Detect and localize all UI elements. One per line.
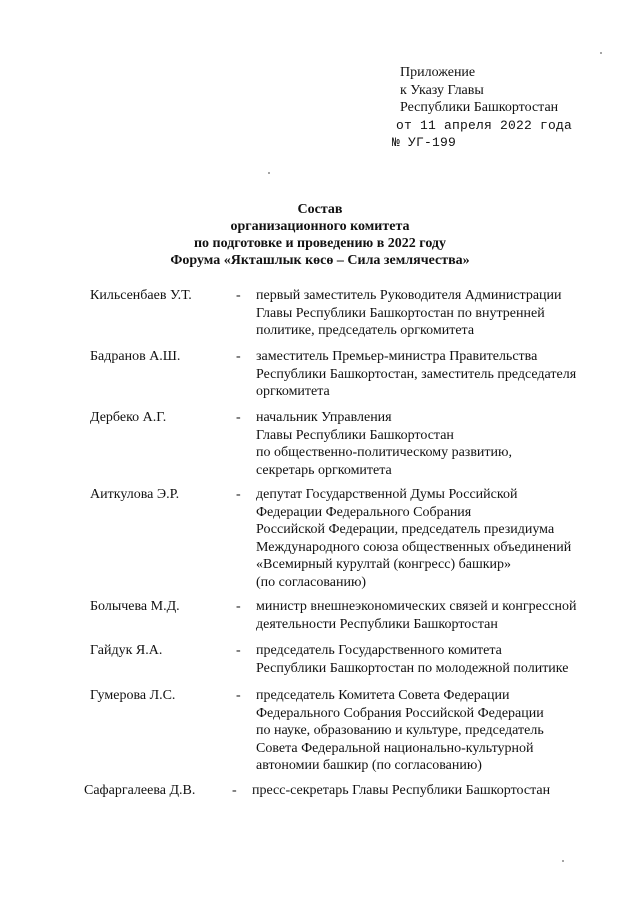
appendix-number: № УГ-199 bbox=[392, 135, 457, 150]
role-line: председатель Государственного комитета bbox=[256, 643, 502, 658]
member-role bbox=[256, 348, 576, 401]
member-role bbox=[256, 287, 562, 340]
member-name: Дербеко А.Г. bbox=[90, 410, 167, 425]
member-role bbox=[256, 486, 571, 591]
member-dash: - bbox=[236, 349, 241, 364]
member-dash: - bbox=[236, 643, 241, 658]
role-line: Республики Башкортостан, заместитель председателя bbox=[256, 366, 577, 382]
appendix-line: к Указу Главы bbox=[400, 82, 484, 98]
appendix-block bbox=[392, 64, 573, 152]
role-line: Главы Республики Башкортостан по внутренней bbox=[256, 305, 545, 321]
role-line: начальник Управления bbox=[256, 410, 392, 425]
member-dash: - bbox=[236, 688, 241, 703]
role-line: автономии башкир (по согласованию) bbox=[256, 758, 482, 773]
appendix-line: Приложение bbox=[400, 65, 476, 80]
member-dash: - bbox=[236, 487, 241, 502]
member-name: Бадранов А.Ш. bbox=[90, 349, 181, 364]
role-line: по науке, образованию и культуре, председатель bbox=[256, 723, 544, 738]
member-name: Сафаргалеева Д.В. bbox=[84, 783, 196, 798]
member-role bbox=[256, 642, 568, 677]
member-role bbox=[256, 598, 577, 633]
role-line: Международного союза общественных объединений bbox=[256, 539, 572, 555]
role-line: министр внешнеэкономических связей и конгрессной bbox=[256, 599, 577, 614]
title-line: Состав bbox=[297, 202, 343, 217]
role-line: деятельности Республики Башкортостан bbox=[256, 616, 498, 632]
member-role bbox=[252, 782, 550, 800]
role-line: первый заместитель Руководителя Администрации bbox=[256, 288, 562, 303]
member-dash: - bbox=[236, 288, 241, 303]
role-line: Федерального Собрания Российской Федерации bbox=[256, 705, 544, 721]
member-dash: - bbox=[236, 410, 241, 425]
title-line: организационного комитета bbox=[230, 219, 410, 234]
member-name: Кильсенбаев У.Т. bbox=[90, 288, 192, 303]
member-name: Гумерова Л.С. bbox=[90, 688, 176, 703]
role-line: Федерации Федерального Собрания bbox=[256, 504, 472, 520]
role-line: секретарь оргкомитета bbox=[256, 462, 392, 478]
role-line: депутат Государственной Думы Российской bbox=[256, 487, 518, 502]
member-role bbox=[256, 687, 544, 775]
role-line: председатель Комитета Совета Федерации bbox=[256, 688, 510, 703]
role-line: (по согласованию) bbox=[256, 574, 367, 590]
role-line: Совета Федеральной национально-культурной bbox=[256, 740, 534, 756]
role-line: по общественно-политическому развитию, bbox=[256, 445, 512, 460]
member-dash: - bbox=[236, 599, 241, 614]
role-line: Республики Башкортостан по молодежной политике bbox=[256, 660, 569, 676]
member-name: Аиткулова Э.Р. bbox=[90, 487, 180, 502]
document-title bbox=[0, 201, 640, 269]
member-dash: - bbox=[232, 783, 237, 798]
member-name: Болычева М.Д. bbox=[90, 599, 180, 614]
appendix-date: от 11 апреля 2022 года bbox=[396, 117, 573, 133]
title-line: Форума «Якташлык көсө – Сила землячества» bbox=[170, 253, 470, 268]
scan-speck bbox=[268, 172, 270, 174]
role-line: пресс-секретарь Главы Республики Башкортостан bbox=[252, 783, 551, 798]
role-line: «Всемирный курултай (конгресс) башкир» bbox=[256, 557, 512, 572]
role-line: оргкомитета bbox=[256, 384, 330, 399]
appendix-line: Республики Башкортостан bbox=[400, 100, 559, 115]
role-line: Российской Федерации, председатель президиума bbox=[256, 522, 555, 537]
title-line: по подготовке и проведению в 2022 году bbox=[193, 236, 446, 251]
role-line: политике, председатель оргкомитета bbox=[256, 323, 475, 338]
role-line: Главы Республики Башкортостан bbox=[256, 427, 454, 443]
role-line: заместитель Премьер-министра Правительства bbox=[256, 349, 538, 364]
scan-speck bbox=[562, 860, 564, 862]
scan-speck bbox=[600, 52, 602, 54]
member-role bbox=[256, 409, 512, 479]
member-name: Гайдук Я.А. bbox=[90, 643, 163, 658]
